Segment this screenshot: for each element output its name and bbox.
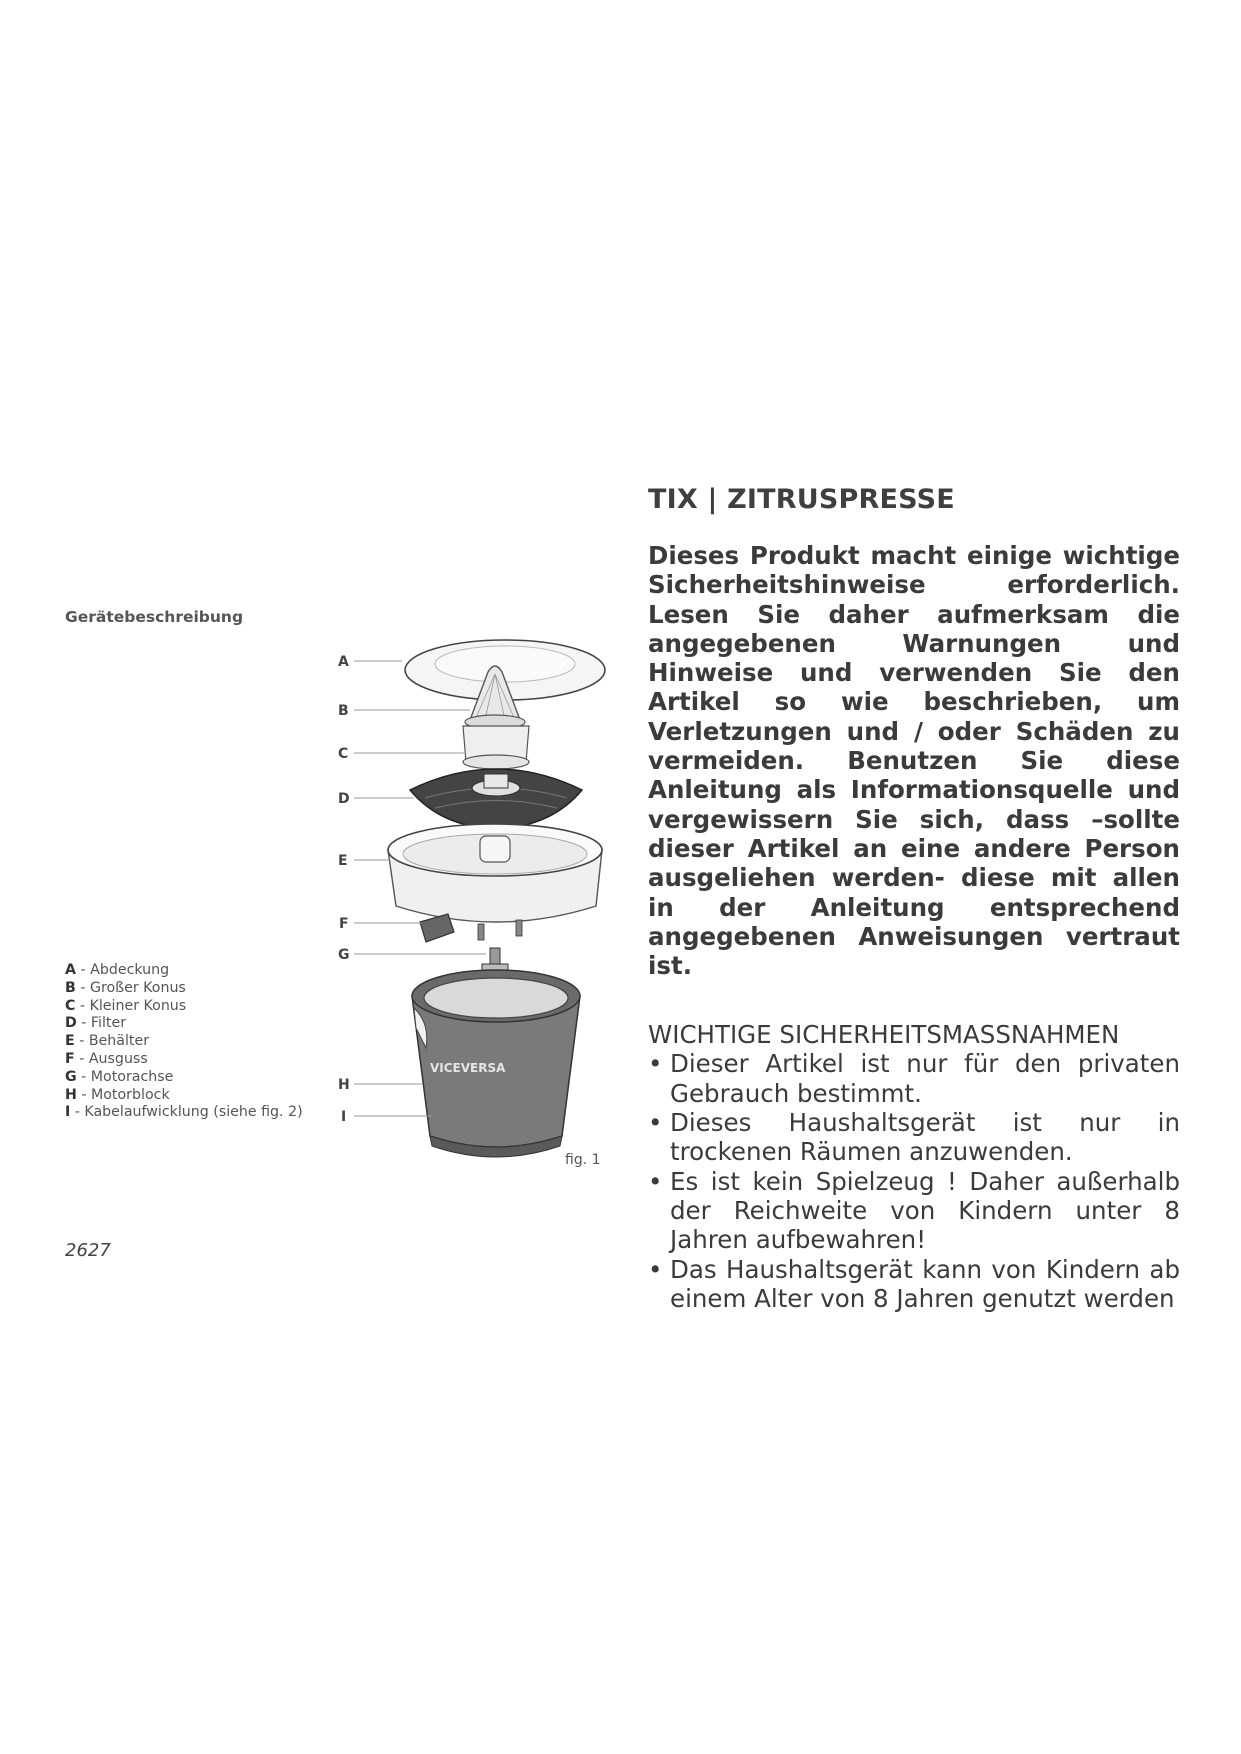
part-item: A - Abdeckung <box>65 962 170 978</box>
part-item: B - Großer Konus <box>65 979 186 996</box>
part-item: F - Ausguss <box>65 1050 148 1067</box>
intro-paragraph: Dieses Produkt macht einige wichtige Sicherheitshinweise erforderlich. Lesen Sie daher aufmerksam die angegebenen Warnungen und Hinweise und verwenden Sie den Artikel so wie beschrieben, um Verletzungen und / oder Schäden zu vermeiden. Benutzen Sie diese Anleitung als Informationsquelle und vergewissern Sie sich, dass –sollte dieser Artikel an eine andere Person ausgeliehen werden- diese mit allen in der Anleitung entsprechend angegebenen Anweisungen vertraut ist. <box>648 541 1180 981</box>
part-item: E - Behälter <box>65 1033 150 1050</box>
lid-top <box>435 646 575 682</box>
part-item: H - Motorblock <box>65 1086 170 1103</box>
figure-label-a: A <box>338 654 349 670</box>
safety-item: • Dieses Haushaltsgerät ist nur in trockenen Räumen anzuwenden. <box>648 1108 1180 1167</box>
figure-label-b: B <box>338 703 349 719</box>
figure-label-e: E <box>338 853 348 869</box>
figure-label-g: G <box>338 947 350 963</box>
safety-list <box>648 1049 1180 1313</box>
safety-item: • Dieser Artikel ist nur für den privaten Gebrauch bestimmt. <box>648 1049 1180 1108</box>
safety-item: • Das Haushaltsgerät kann von Kindern ab einem Alter von 8 Jahren genutzt werden <box>648 1255 1180 1314</box>
spout-shape <box>420 914 454 942</box>
part-item: D - Filter <box>65 1015 127 1032</box>
juicer-exploded-diagram <box>330 628 610 1176</box>
page-number: 2627 <box>65 1240 111 1261</box>
safety-heading: WICHTIGE SICHERHEITSMASSNAHMEN <box>648 1020 1120 1050</box>
parts-list <box>65 962 303 1122</box>
main-content <box>648 484 1180 1313</box>
part-item: I - Kabelaufwicklung (siehe fig. 2) <box>65 1104 303 1121</box>
figure-label-f: F <box>339 916 349 932</box>
figure-label-c: C <box>338 746 349 762</box>
part-item: G - Motorachse <box>65 1068 174 1085</box>
section-title: Gerätebeschreibung <box>65 608 244 626</box>
figure-label-h: H <box>338 1077 350 1093</box>
brand-logo: VICEVERSA <box>430 1061 506 1075</box>
part-item: C - Kleiner Konus <box>65 997 187 1014</box>
figure-label-i: I <box>341 1109 347 1125</box>
document-title: TIX | ZITRUSPRESSE <box>648 484 955 515</box>
figure-label-d: D <box>338 791 350 807</box>
figure-caption: fig. 1 <box>565 1152 601 1168</box>
safety-item: • Es ist kein Spielzeug ! Daher außerhalb der Reichweite von Kindern unter 8 Jahren aufbewahren! <box>648 1167 1180 1255</box>
